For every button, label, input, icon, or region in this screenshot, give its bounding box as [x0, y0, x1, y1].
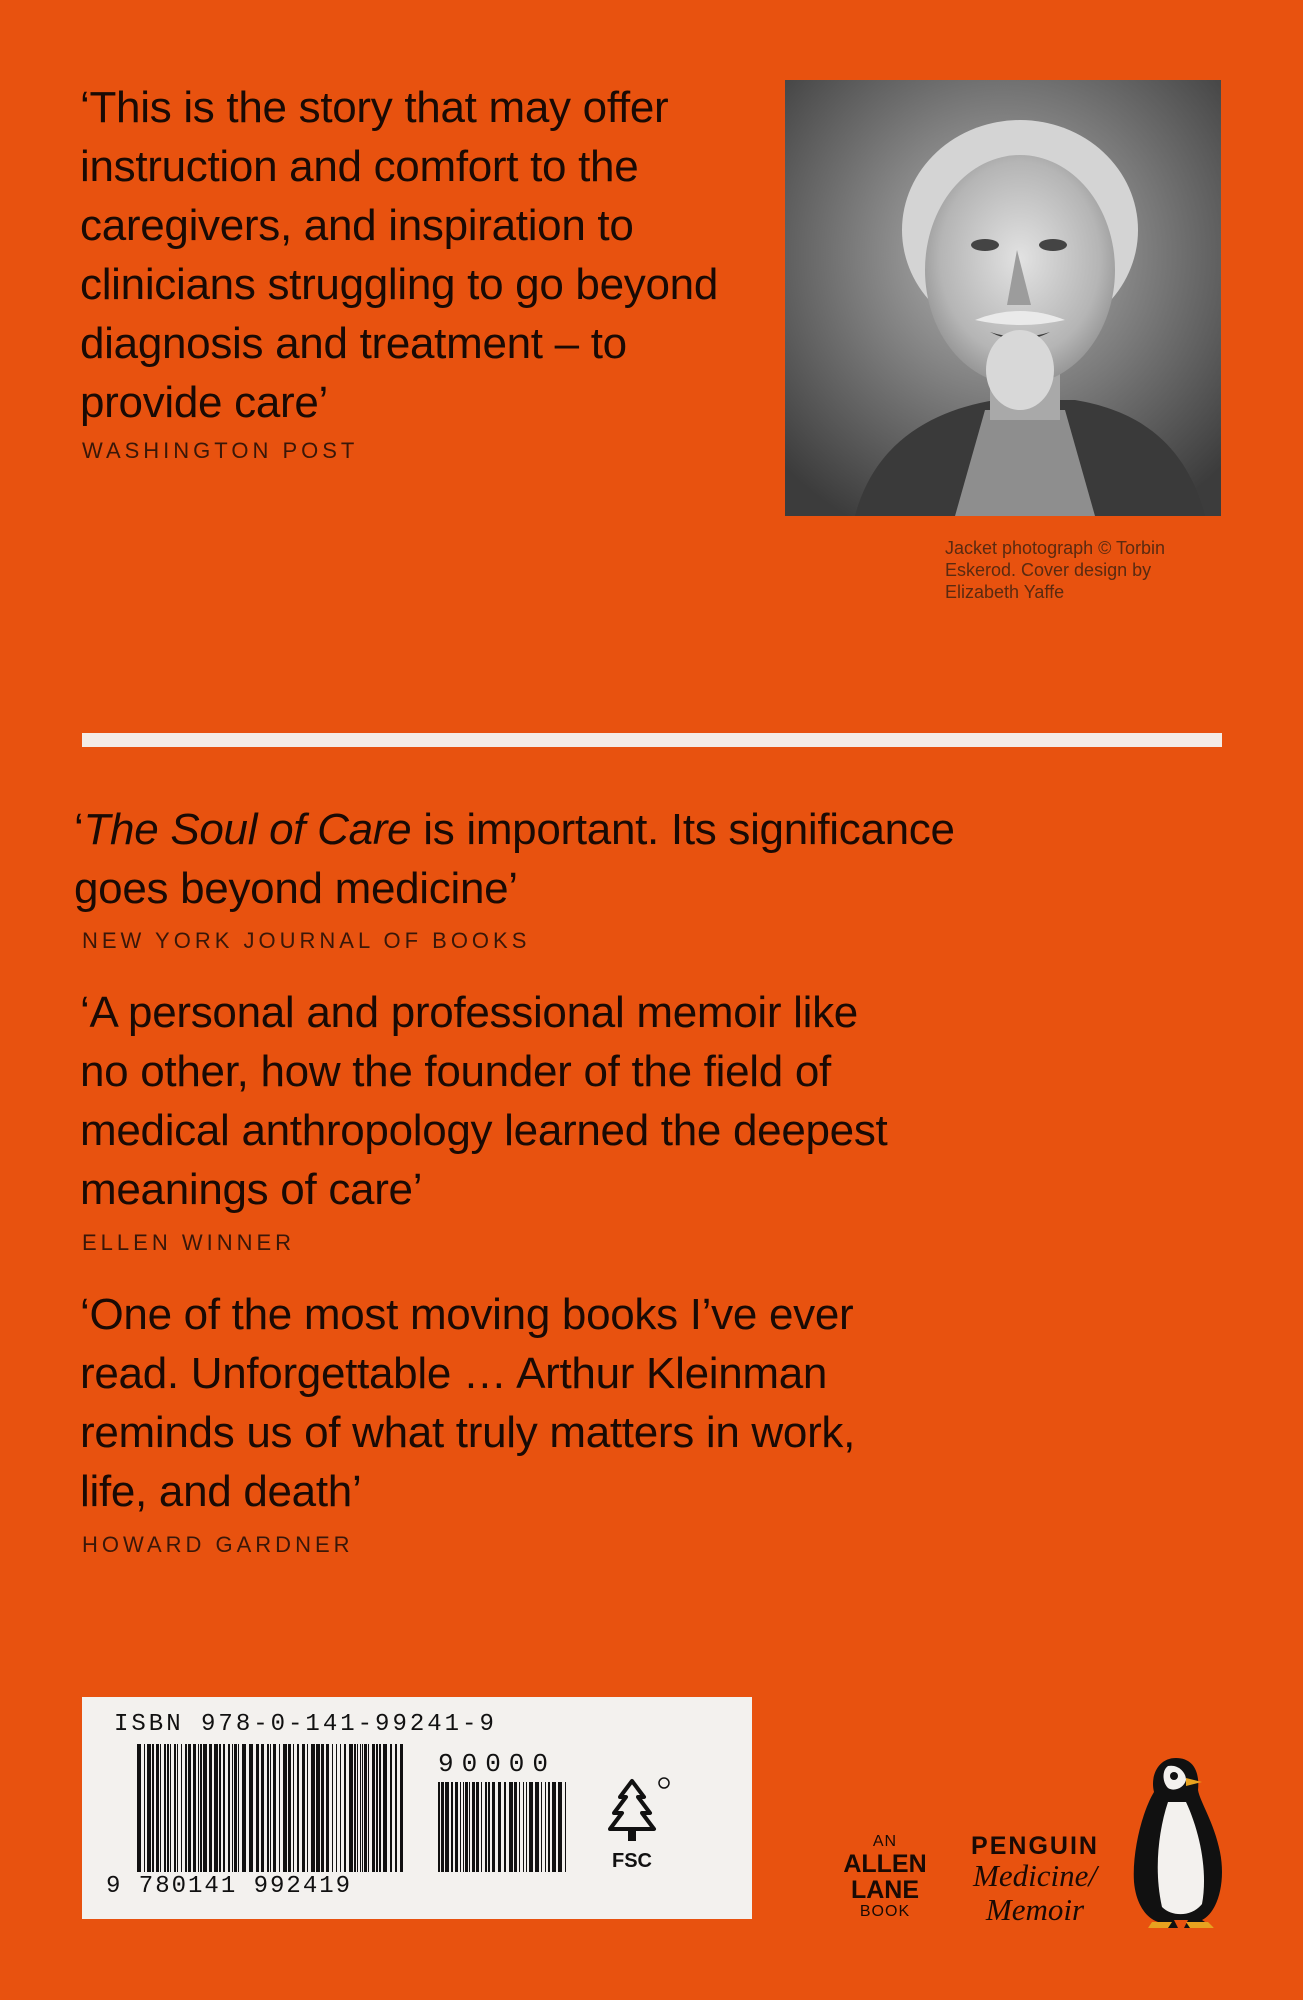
- barcode-bar: [273, 1744, 276, 1872]
- barcode-bar: [193, 1744, 196, 1872]
- barcode-bar: [395, 1744, 397, 1872]
- barcode-bar: [340, 1744, 341, 1872]
- barcode-bar: [238, 1744, 239, 1872]
- barcode-bar: [293, 1744, 294, 1872]
- barcode-bar: [336, 1744, 337, 1872]
- barcode-bar: [565, 1782, 566, 1872]
- barcode-bar: [232, 1744, 233, 1872]
- barcode-bar: [400, 1744, 403, 1872]
- barcode-bar: [364, 1744, 367, 1872]
- barcode-digits: 9 780141 992419: [106, 1873, 353, 1900]
- barcode-bar: [174, 1744, 176, 1872]
- barcode-price: [438, 1782, 573, 1872]
- allen-lane-imprint: [835, 1833, 935, 1921]
- barcode-bar: [177, 1744, 178, 1872]
- barcode-bar: [463, 1782, 464, 1872]
- barcode-bar: [349, 1744, 353, 1872]
- barcode-bar: [383, 1744, 387, 1872]
- barcode-bar: [279, 1744, 280, 1872]
- barcode-bar: [541, 1782, 542, 1872]
- barcode-bar: [488, 1782, 490, 1872]
- barcode-bar: [481, 1782, 482, 1872]
- barcode-bar: [164, 1744, 166, 1872]
- barcode-bar: [451, 1782, 453, 1872]
- barcode-bar: [332, 1744, 333, 1872]
- barcode-bar: [249, 1744, 253, 1872]
- barcode-bar: [181, 1744, 182, 1872]
- quote-washington-post: ‘This is the story that may offer instruction and comfort to the caregivers, and inspiration to clinicians struggling to go beyond diagnosis and treatment – to provide care’: [80, 83, 718, 427]
- quote-source-ny-journal: NEW YORK JOURNAL OF BOOKS: [82, 928, 531, 953]
- barcode-bar: [234, 1744, 237, 1872]
- fsc-logo: [592, 1775, 672, 1872]
- barcode-bar: [498, 1782, 501, 1872]
- barcode-bar: [519, 1782, 520, 1872]
- barcode-bar: [438, 1782, 440, 1872]
- barcode-bar: [185, 1744, 187, 1872]
- quote-ny-journal: [74, 800, 955, 918]
- barcode-bar: [558, 1782, 562, 1872]
- barcode-bar: [256, 1744, 259, 1872]
- price-code: 90000: [438, 1749, 557, 1779]
- barcode-bar: [441, 1782, 444, 1872]
- quote-source-washington-post: WASHINGTON POST: [82, 438, 359, 463]
- barcode-bar: [167, 1744, 169, 1872]
- author-photo: [785, 80, 1221, 516]
- barcode-bar: [152, 1744, 154, 1872]
- barcode-bar: [552, 1782, 556, 1872]
- barcode-bar: [368, 1744, 369, 1872]
- penguin-wordmark: PENGUIN: [971, 1832, 1099, 1860]
- imprint-allen: ALLEN: [843, 1850, 927, 1878]
- barcode-bar: [514, 1782, 517, 1872]
- barcode-bar: [529, 1782, 533, 1872]
- barcode-bar: [160, 1744, 161, 1872]
- quote-ny-journal-text: is important. Its significance goes beyond medicine’: [74, 805, 955, 913]
- barcode-bar: [354, 1744, 356, 1872]
- quote-source-howard-gardner: HOWARD GARDNER: [82, 1532, 354, 1557]
- barcode-bar: [156, 1744, 159, 1872]
- barcode-bar: [283, 1744, 287, 1872]
- barcode-bar: [267, 1744, 269, 1872]
- barcode-main: [137, 1744, 407, 1872]
- barcode-bar: [535, 1782, 539, 1872]
- book-title-italic: The Soul of Care: [83, 805, 412, 854]
- barcode-bar: [270, 1744, 271, 1872]
- barcode-bar: [200, 1744, 202, 1872]
- barcode-bar: [316, 1744, 320, 1872]
- barcode-bar: [545, 1782, 546, 1872]
- barcode-bar: [376, 1744, 378, 1872]
- series-medicine: Medicine/: [973, 1858, 1097, 1893]
- barcode-bar: [214, 1744, 218, 1872]
- quote-howard-gardner: ‘One of the most moving books I’ve ever read. Unforgettable … Arthur Kleinman reminds us of what truly matters in work, life, and death’: [80, 1290, 856, 1516]
- barcode-bar: [219, 1744, 221, 1872]
- barcode-bar: [455, 1782, 458, 1872]
- barcode-bar: [321, 1744, 324, 1872]
- barcode-bar: [492, 1782, 495, 1872]
- quote-source-ellen-winner: ELLEN WINNER: [82, 1230, 296, 1255]
- barcode-bar: [526, 1782, 527, 1872]
- imprint-an: AN: [872, 1833, 898, 1850]
- barcode-bar: [326, 1744, 329, 1872]
- barcode-box: [82, 1697, 752, 1919]
- barcode-bar: [198, 1744, 199, 1872]
- barcode-bar: [170, 1744, 171, 1872]
- series-memoir: Memoir: [985, 1892, 1085, 1927]
- fsc-tree-icon: [592, 1775, 672, 1845]
- barcode-bar: [469, 1782, 470, 1872]
- barcode-bar: [288, 1744, 291, 1872]
- barcode-bar: [465, 1782, 468, 1872]
- barcode-bar: [509, 1782, 513, 1872]
- quote-ellen-winner: ‘A personal and professional memoir like no other, how the founder of the field of medical anthropology learned the deepest meanings of care’: [80, 988, 888, 1214]
- isbn-text: ISBN 978-0-141-99241-9: [114, 1711, 497, 1738]
- barcode-bar: [297, 1744, 299, 1872]
- barcode-bar: [379, 1744, 381, 1872]
- barcode-bar: [472, 1782, 475, 1872]
- barcode-bar: [372, 1744, 375, 1872]
- fsc-label: FSC: [612, 1850, 652, 1872]
- barcode-bar: [362, 1744, 363, 1872]
- barcode-bar: [223, 1744, 225, 1872]
- quote-open-mark: ‘: [74, 805, 84, 854]
- author-portrait-image: [785, 80, 1221, 516]
- barcode-bar: [460, 1782, 461, 1872]
- barcode-bar: [357, 1744, 358, 1872]
- penguin-logo-icon: [1128, 1752, 1228, 1930]
- penguin-series: [960, 1833, 1110, 1927]
- imprint-lane: LANE: [850, 1876, 920, 1904]
- barcode-bar: [344, 1744, 346, 1872]
- barcode-bar: [144, 1744, 145, 1872]
- barcode-bar: [311, 1744, 315, 1872]
- imprint-book: BOOK: [859, 1903, 911, 1920]
- barcode-bar: [504, 1782, 506, 1872]
- photo-credit: Jacket photograph © Torbin Eskerod. Cover design by Elizabeth Yaffe: [945, 538, 1166, 602]
- barcode-bar: [147, 1744, 151, 1872]
- barcode-bar: [203, 1744, 207, 1872]
- barcode-bar: [209, 1744, 212, 1872]
- barcode-bar: [523, 1782, 524, 1872]
- barcode-bar: [390, 1744, 392, 1872]
- barcode-bar: [476, 1782, 479, 1872]
- barcode-bar: [307, 1744, 308, 1872]
- barcode-bar: [302, 1744, 305, 1872]
- barcode-bar: [228, 1744, 230, 1872]
- barcode-bar: [445, 1782, 449, 1872]
- barcode-bar: [188, 1744, 191, 1872]
- barcode-bar: [360, 1744, 361, 1872]
- barcode-bar: [242, 1744, 246, 1872]
- barcode-bar: [485, 1782, 487, 1872]
- section-divider: [82, 733, 1222, 747]
- barcode-bar: [137, 1744, 141, 1872]
- barcode-bar: [261, 1744, 264, 1872]
- barcode-bar: [548, 1782, 550, 1872]
